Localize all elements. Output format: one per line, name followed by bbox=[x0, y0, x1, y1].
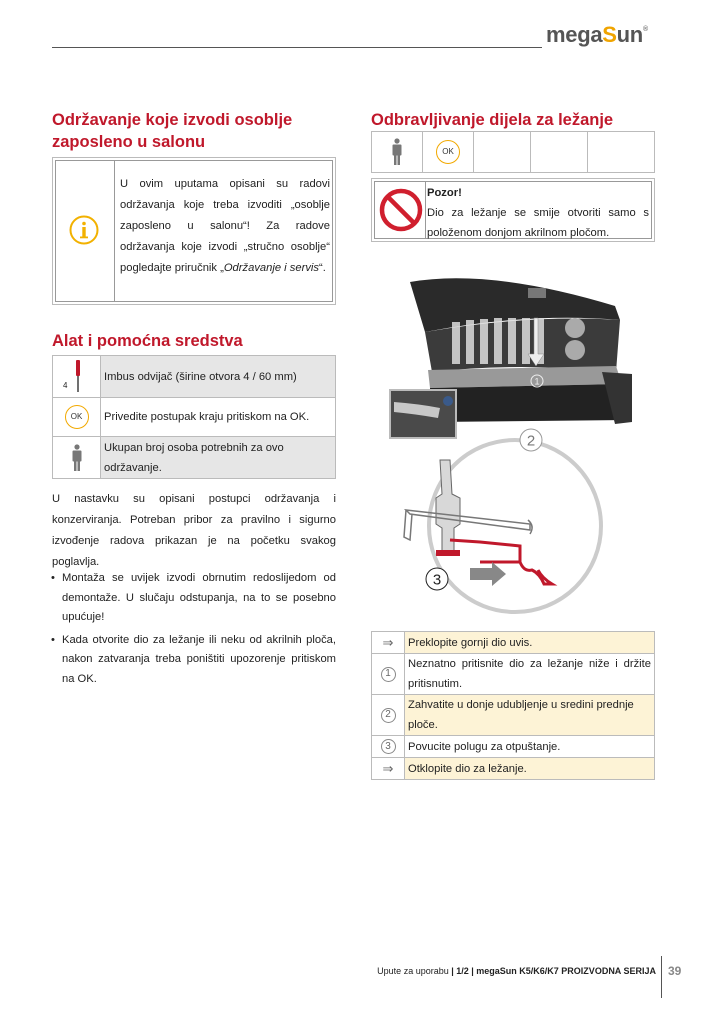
megasun-logo: megaSun® bbox=[546, 22, 648, 47]
notes-list bbox=[52, 569, 336, 692]
step-number-icon: 3 bbox=[381, 739, 396, 754]
list-item: • Kada otvorite dio za ležanje ili neku od akrilnih ploča, nakon zatvaranja treba poništiti upozorenje pritiskom na OK. bbox=[52, 631, 336, 690]
requirements-table bbox=[371, 131, 655, 173]
tool-row-hex-key bbox=[53, 356, 336, 398]
info-box bbox=[52, 157, 336, 305]
section-title-unlock: Odbravljivanje dijela za ležanje bbox=[371, 111, 614, 129]
callout-3: 3 bbox=[432, 571, 442, 589]
empty-cell bbox=[588, 132, 655, 173]
step-text: Preklopite gornji dio uvis. bbox=[405, 632, 655, 654]
step-number-icon: 1 bbox=[381, 667, 396, 682]
step-text: Neznatno pritisnite dio za ležanje niže i držite pritisnutim. bbox=[405, 654, 655, 695]
tool-icon-cell bbox=[53, 356, 101, 398]
tool-icon-cell bbox=[53, 398, 101, 437]
tool-icon-cell bbox=[53, 437, 101, 479]
step-text: Otklopite dio za ležanje. bbox=[405, 758, 655, 780]
screwdriver-icon bbox=[73, 360, 83, 394]
arrow-icon: ⇒ bbox=[372, 632, 405, 654]
page-number: 39 bbox=[668, 964, 682, 978]
tool-description: Privedite postupak kraju pritiskom na OK. bbox=[101, 398, 336, 437]
section-title-tools: Alat i pomoćna sredstva bbox=[52, 332, 243, 350]
footer-divider bbox=[661, 956, 662, 998]
prohibition-icon bbox=[379, 188, 423, 232]
steps-table bbox=[371, 631, 655, 780]
info-text: U ovim uputama opisani su radovi održavanja koje treba izvoditi „osoblje zaposleno u salonu“! Za radove održavanja koje izvodi „stručno osoblje“ pogledajte priručnik „Održavanje i servis“. bbox=[120, 178, 330, 274]
empty-cell bbox=[474, 132, 531, 173]
step-row bbox=[372, 695, 655, 736]
sunbed-illustration bbox=[370, 262, 660, 614]
warning-text-block bbox=[427, 183, 649, 243]
info-icon-cell bbox=[56, 161, 115, 301]
step-number-icon: 2 bbox=[381, 708, 396, 723]
tool-row-ok bbox=[53, 398, 336, 437]
person-icon bbox=[391, 138, 403, 166]
info-icon bbox=[69, 215, 99, 245]
step-row bbox=[372, 654, 655, 695]
arrow-icon: ⇒ bbox=[372, 758, 405, 780]
footer-text: Upute za uporabu | 1/2 | megaSun K5/K6/K7 PROIZVODNA SERIJA bbox=[377, 966, 656, 976]
person-icon bbox=[71, 444, 83, 472]
callout-2: 2 bbox=[526, 432, 536, 450]
list-item: • Montaža se uvijek izvodi obrnutim redoslijedom od demontaže. U slučaju odstupanja, na to se posebno upućuje! bbox=[52, 569, 336, 628]
step-row bbox=[372, 758, 655, 780]
tool-description: Ukupan broj osoba potrebnih za ovo održavanje. bbox=[101, 437, 336, 479]
warning-title: Pozor! bbox=[427, 187, 462, 199]
empty-cell bbox=[531, 132, 588, 173]
tool-description: Imbus odvijač (širine otvora 4 / 60 mm) bbox=[101, 356, 336, 398]
ok-cell bbox=[423, 132, 474, 173]
tool-size-label: 4 bbox=[63, 381, 68, 390]
ok-button-icon: OK bbox=[65, 405, 89, 429]
tools-table bbox=[52, 355, 336, 479]
warning-box bbox=[371, 178, 655, 242]
warning-icon-cell bbox=[375, 182, 426, 238]
step-row bbox=[372, 632, 655, 654]
step-row bbox=[372, 736, 655, 758]
section-title-maintenance: Održavanje koje izvodi osoblje zaposleno u salonu bbox=[52, 111, 293, 151]
step-text: Zahvatite u donje udubljenje u sredini prednje ploče. bbox=[405, 695, 655, 736]
person-cell bbox=[372, 132, 423, 173]
header-rule bbox=[52, 47, 542, 48]
warning-text: Dio za ležanje se smije otvoriti samo s položenom donjom akrilnom pločom. bbox=[427, 207, 649, 239]
intro-paragraph: U nastavku su opisani postupci održavanja i konzerviranja. Potreban pribor za pravilno i sigurno izvođenje radova prikazan je na početku svakog poglavlja. bbox=[52, 493, 336, 568]
ok-button-icon: OK bbox=[436, 140, 460, 164]
tool-row-persons bbox=[53, 437, 336, 479]
step-text: Povucite polugu za otpuštanje. bbox=[405, 736, 655, 758]
callout-1: 1 bbox=[534, 376, 540, 387]
